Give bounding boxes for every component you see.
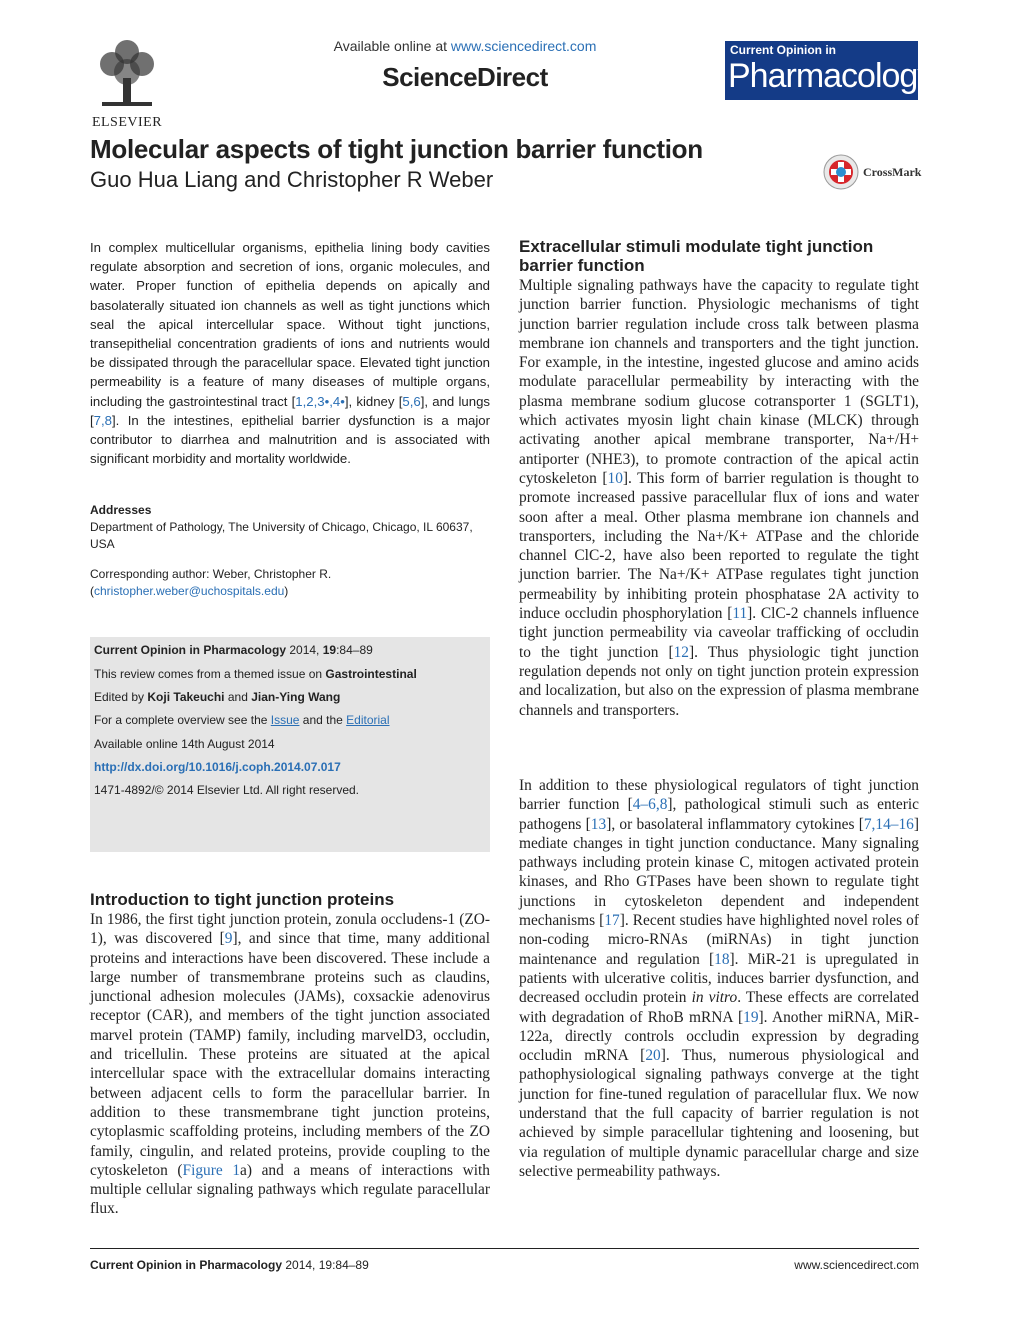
ref-link[interactable]: 12 xyxy=(673,643,689,661)
abstract-text: ], and lungs [ xyxy=(90,393,490,428)
info-edited xyxy=(94,690,340,704)
abstract-text: ], kidney [ xyxy=(344,393,403,409)
info-editor-1: Koji Takeuchi xyxy=(147,690,225,704)
info-pages: :84–89 xyxy=(336,643,373,657)
body-text: ]. Recent studies have highlighted novel roles of non-coding micro-RNAs (miRNAs) in tight junction maintenance and regulation [ xyxy=(519,912,919,968)
available-prefix: Available online at xyxy=(333,38,451,54)
ref-link[interactable]: 13 xyxy=(590,815,607,833)
info-copyright: 1471-4892/© 2014 Elsevier Ltd. All right reserved. xyxy=(94,783,359,797)
sciencedirect-link[interactable]: www.sciencedirect.com xyxy=(450,38,597,54)
ref-link[interactable]: 18 xyxy=(714,950,730,968)
elsevier-logo xyxy=(88,38,166,130)
body-text: ]. Thus physiologic tight junction regulation depends not only on tight junction protein expression and localization, but also on the expression of plasma membrane channels and transporters. xyxy=(519,643,919,719)
body-text: ]. Another miRNA, MiR-122a, directly controls occludin expression by degrading occludin mRNA [ xyxy=(519,1008,919,1065)
body-text: In addition to these physiological regulators of tight junction barrier function [ xyxy=(519,777,919,814)
info-overview-mid: and the xyxy=(299,713,347,727)
info-and: and xyxy=(224,690,252,704)
ref-link[interactable]: 11 xyxy=(732,605,748,623)
publisher-name: ELSEVIER xyxy=(91,115,163,130)
issue-link[interactable]: Issue xyxy=(270,713,300,727)
ref-link[interactable]: 5,6 xyxy=(402,393,421,409)
footer-url[interactable]: www.sciencedirect.com xyxy=(794,1258,919,1272)
crossmark-label: CrossMark xyxy=(863,164,922,179)
info-journal: Current Opinion in Pharmacology xyxy=(94,643,287,657)
corresponding-label: Corresponding author: Weber, Christopher R. xyxy=(90,567,332,581)
available-online xyxy=(300,38,630,54)
addresses-heading: Addresses xyxy=(90,503,152,517)
footer-volume: 2014, 19:84–89 xyxy=(282,1258,369,1272)
crossmark-badge[interactable] xyxy=(823,152,921,192)
abstract xyxy=(90,238,490,468)
ref-link[interactable]: 9 xyxy=(224,930,233,948)
info-themed-issue: Gastrointestinal xyxy=(325,667,417,681)
ref-link[interactable]: 7,8 xyxy=(93,412,113,428)
info-available: Available online 14th August 2014 xyxy=(94,737,275,751)
elsevier-tree-icon xyxy=(92,38,162,110)
ref-link[interactable]: 10 xyxy=(607,469,623,487)
info-themed xyxy=(94,667,417,681)
body-text: Multiple signaling pathways have the capacity to regulate tight junction barrier function. Physiologic mechanisms of tight junction barrier regulation include cross talk between plasma membrane ion channels and transporters and the tight junction. For example, in the intestine, ingested glucose and amino acids modulate paracellular permeability by interacting with the plasma membrane sodium glucose cotransporter 1 (SGLT1), which activates myosin light chain kinase (MLCK) through activating another apical membrane transporter, Na+/H+ antiporter (NHE3), to promote contraction of the apical actin cytoskeleton [ xyxy=(519,277,919,487)
journal-logo-top: Current Opinion in xyxy=(730,43,836,57)
corresponding-author: Corresponding author: Weber, Christopher R. (christopher.weber@uchospitals.edu) xyxy=(90,566,490,599)
article-authors: Guo Hua Liang and Christopher R Weber xyxy=(90,167,494,192)
info-citation xyxy=(94,643,373,657)
body-text: ]. This form of barrier regulation is thought to promote increased passive paracellular flux of ions and water soon after a meal. Other plasma membrane ion channels and transporters, including the Na+/K+ ATPase and the chloride channel ClC-2, have also been reported to regulate the tight junction barrier. The Na+/K+ ATPase regulates tight junction permeability by inhibiting protein phosphatase 2A activity to induce occludin phosphorylation [ xyxy=(519,469,919,623)
body-text: ] mediate changes in tight junction conductance. Many signaling pathways including protein kinase C, mitogen activated protein kinases, and Rho GTPases have been shown to regulate tight junctions in cytoskeleton dependent and independent mechanisms [ xyxy=(519,815,919,930)
sciencedirect-title: ScienceDirect xyxy=(382,62,548,92)
article-title: Molecular aspects of tight junction barrier function xyxy=(90,134,703,164)
figure-link[interactable]: Figure 1 xyxy=(182,1161,241,1179)
body-text: ], or basolateral inflammatory cytokines [ xyxy=(606,815,864,833)
journal-logo xyxy=(725,41,934,100)
info-themed-prefix: This review comes from a themed issue on xyxy=(94,667,326,681)
intro-heading: Introduction to tight junction proteins xyxy=(90,890,395,909)
extracellular-paragraph-2 xyxy=(519,776,919,1181)
article-info-box xyxy=(90,637,490,852)
ref-link[interactable]: 17 xyxy=(604,912,620,930)
info-editor-2: Jian-Ying Wang xyxy=(251,690,341,704)
extracellular-heading: Extracellular stimuli modulate tight junction barrier function xyxy=(519,237,874,275)
email-link[interactable]: christopher.weber@uchospitals.edu xyxy=(94,583,285,598)
intro-text: a) and a means of interactions with multiple cellular signaling pathways which regulate paracellular flux. xyxy=(90,1161,490,1218)
intro-text: In 1986, the first tight junction protein, zonula occludens-1 (ZO-1), was discovered [ xyxy=(90,911,490,948)
abstract-text: In complex multicellular organisms, epithelia lining body cavities regulate absorption and secretion of ions, organic molecules, and water. Proper function of epithelia depends on apically and basolaterally situated ion channels as well as tight junctions which seal the apical intercellular space. Without tight junctions, transepithelial concentration gradients of ions and nutrients would be dissipated through the paracellular space. Elevated tight junction permeability is a feature of many diseases of multiple organs, including the gastrointestinal tract [ xyxy=(90,240,490,409)
footer-journal: Current Opinion in Pharmacology xyxy=(90,1258,283,1272)
intro-text: ], and since that time, many additional proteins and interactions have been discovered. These include a large number of transmembrane proteins such as claudins, junctional adhesion molecules (JAMs), coxsackie adenovirus receptor (CAR), and members of the tight junction associated marvel protein (TAMP) family, including marvelD3, occludin, and tricellulin. These proteins are situated at the apical intercellular space with the extracellular domains interacting between adjacent cells to form the paracellular barrier. In addition to these transmembrane tight junction proteins, cytoplasmic scaffolding proteins, including members of the ZO family, cingulin, and related proteins, provide coupling to the cytoskeleton ( xyxy=(90,930,490,1179)
doi-link[interactable]: http://dx.doi.org/10.1016/j.coph.2014.07.017 xyxy=(94,760,341,774)
abstract-text: ]. In the intestines, epithelial barrier dysfunction is a major contributor to diarrhea and malnutrition and is associated with significant morbidity and mortality worldwide. xyxy=(90,412,490,467)
body-text: ], pathological stimuli such as enteric pathogens [ xyxy=(519,796,919,833)
info-overview-prefix: For a complete overview see the xyxy=(94,713,271,727)
journal-logo-bottom: Pharmacology xyxy=(728,57,934,95)
ref-link[interactable]: 7,14–16 xyxy=(863,815,914,833)
italic-text: in vitro xyxy=(691,989,738,1007)
footer-citation xyxy=(90,1258,369,1272)
editorial-link[interactable]: Editorial xyxy=(346,713,390,727)
extracellular-paragraph-1 xyxy=(519,276,919,720)
intro-paragraph xyxy=(90,910,490,1219)
info-volume: 19 xyxy=(322,643,337,657)
info-year: 2014, xyxy=(286,643,323,657)
body-text: ]. Thus, numerous physiological and pathophysiological signaling pathways converge at the tight junction for fine-tuned regulation of paracellular flux. We now understand that the full capacity of barrier regulation is not achieved by simple paracellular tightening and loosening, but via regulation of multiple dynamic paracellular charge and size selective permeability pathways. xyxy=(519,1047,920,1180)
info-edited-prefix: Edited by xyxy=(94,690,148,704)
info-overview xyxy=(94,713,390,727)
crossmark-icon xyxy=(823,154,859,190)
ref-link[interactable]: 19 xyxy=(743,1008,759,1026)
ref-link[interactable]: 1,2,3•,4• xyxy=(295,393,345,409)
body-text: ]. ClC-2 channels influence tight junction permeability via caveolar trafficking of occludin to the tight junction [ xyxy=(519,605,919,661)
footer-divider xyxy=(90,1248,919,1249)
addresses-text: Department of Pathology, The University of Chicago, Chicago, IL 60637, USA xyxy=(90,520,473,551)
body-text: . These effects are correlated with degradation of RhoB mRNA [ xyxy=(519,989,919,1026)
ref-link[interactable]: 20 xyxy=(645,1047,661,1065)
ref-link[interactable]: 4–6,8 xyxy=(632,796,668,814)
body-text: ]. MiR-21 is upregulated in patients with ulcerative colitis, induces barrier dysfunction, and decreased occludin protein xyxy=(519,950,919,1007)
